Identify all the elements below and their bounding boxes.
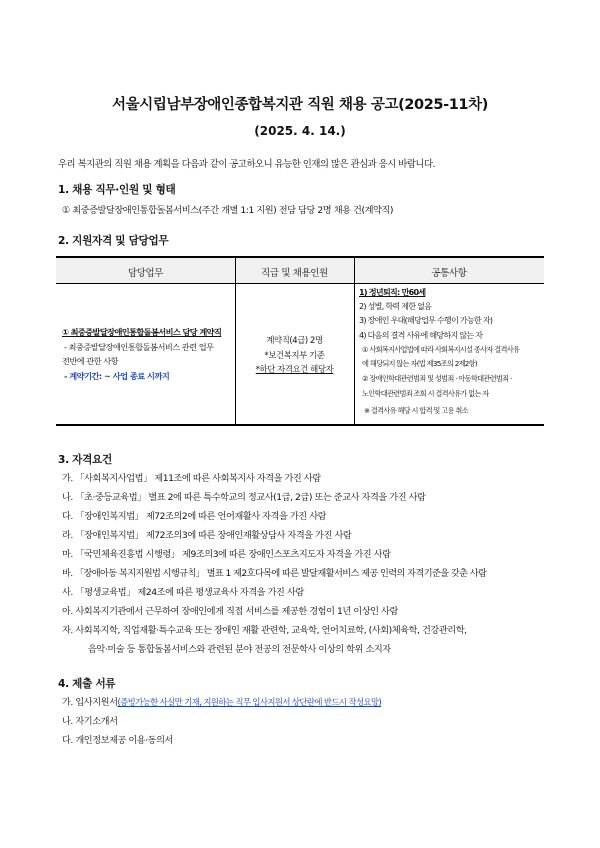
rank-qualification-note: *하단 자격요건 해당자 bbox=[255, 364, 334, 374]
document-item-application-label: 가. 입사지원서 bbox=[62, 697, 118, 708]
table-col-divider-2 bbox=[354, 256, 355, 426]
qualification-item-continued: 음악·미술 등 통합돌봄서비스와 관련된 분야 전공의 전문학사 이상의 학위 소지자 bbox=[88, 644, 391, 655]
duty-desc-line-2: 전반에 관한 사항 bbox=[62, 356, 119, 366]
table-header-rank: 직급 및 채용인원 bbox=[261, 268, 328, 279]
common-disq-1b: 에 해당되지 않는 자(법 제35조의 2제2항) bbox=[362, 359, 478, 368]
common-no-restriction: 2) 성별, 학력 제한 없음 bbox=[359, 302, 432, 311]
section-1-heading: 1. 채용 직무·인원 및 형태 bbox=[58, 184, 176, 196]
table-header-duty: 담당업무 bbox=[127, 268, 164, 279]
duty-title: ① 최중증발달장애인통합돌봄서비스 담당 계약직 bbox=[62, 327, 222, 337]
common-retirement: 1) 정년퇴직: 만60세 bbox=[359, 288, 426, 297]
qualification-item: 라. 「장애인복지법」 제72조의3에 따른 장애인재활상담사 자격을 가진 사람 bbox=[62, 530, 352, 541]
qualification-item: 나. 「초·중등교육법」 별표 2에 따른 특수학교의 정교사(1급, 2급) 또는 준교사 자격을 가진 사람 bbox=[62, 492, 426, 503]
table-header-border bbox=[56, 283, 544, 284]
document-item-application bbox=[62, 694, 381, 708]
common-disq-2a: ② 장애인학대관련범죄 및 성범죄 · 아동학대관련범죄 · bbox=[362, 374, 512, 383]
duty-desc-line-1: - 최중증발달장애인통합돌봄서비스 관련 업무 bbox=[64, 342, 214, 352]
qualification-item: 사. 「평생교육법」 제24조에 따른 평생교육사 자격을 가진 사람 bbox=[62, 587, 304, 598]
document-item-consent: 다. 개인정보제공 이용·동의서 bbox=[62, 735, 173, 746]
table-header-common: 공통사항 bbox=[431, 268, 467, 279]
qualification-item: 아. 사회복지기관에서 근무하여 장애인에게 직접 서비스를 제공한 경험이 1년 이상인 사람 bbox=[62, 606, 398, 617]
qualification-item: 마. 「국민체육진흥법 시행령」 제9조의3에 따른 장애인스포츠지도자 자격을 가진 사람 bbox=[62, 549, 391, 560]
table-bottom-border bbox=[56, 424, 544, 426]
page-title: 서울시립남부장애인종합복지관 직원 채용 공고(2025-11차) bbox=[112, 97, 488, 113]
document-item-cover-letter: 나. 자기소개서 bbox=[62, 716, 118, 727]
common-disq-2b: 노인학대관련범죄 조회 시 결격사유가 없는 자 bbox=[362, 389, 489, 398]
common-disability-preference: 3) 장애인 우대(해당업무 수행이 가능한 자) bbox=[359, 316, 493, 325]
announcement-date: (2025. 4. 14.) bbox=[254, 124, 346, 138]
rank-count: 계약직(4급) 2명 bbox=[266, 335, 323, 345]
common-disq-1a: ① 사회복지사업법에 따라 사회복지시설 종사자 결격사유 bbox=[362, 345, 520, 354]
section-1-item: ① 최중증발달장애인통합돌봄서비스(주간 개별 1:1 지원) 전담 담당 2명 채용 건(계약직) bbox=[62, 205, 393, 216]
common-disqualification: 4) 다음의 결격 사유에 해당하지 않는 자 bbox=[359, 331, 483, 340]
qualification-table bbox=[56, 256, 544, 426]
application-note: (증빙가능한 사실만 기재, 지원하는 직무 입사지원서 상단란에 반드시 작성요망) bbox=[117, 697, 382, 707]
common-cancel-note: ※ 결격사유 해당 시 합격 및 고용 취소 bbox=[364, 406, 468, 415]
qualification-item: 자. 사회복지학, 직업재활·특수교육 또는 장애인 재활 관련학, 교육학, 언어치료학, (사회)체육학, 건강관리학, bbox=[62, 625, 467, 636]
qualification-item: 바. 「장애아동 복지지원법 시행규칙」 별표 1 제2호다목에 따른 발달재활서비스 제공 인력의 자격기준을 갖춘 사람 bbox=[62, 568, 487, 579]
contract-period: - 계약기간: ~ 사업 종료 시까지 bbox=[64, 371, 170, 381]
qualification-item: 다. 「장애인복지법」 제72조의2에 따른 언어재활사 자격을 가진 사람 bbox=[62, 511, 327, 522]
intro-text: 우리 복지관의 직원 채용 계획을 다음과 같이 공고하오니 유능한 인재의 많은 관심과 응시 바랍니다. bbox=[58, 159, 435, 170]
rank-standard-note: *보건복지부 기준 bbox=[264, 350, 325, 360]
section-2-heading: 2. 지원자격 및 담당업무 bbox=[58, 235, 169, 247]
qualification-item: 가. 「사회복지사업법」 제11조에 따른 사회복지사 자격을 가진 사람 bbox=[62, 473, 321, 484]
table-top-border bbox=[56, 256, 544, 258]
section-3-heading: 3. 자격요건 bbox=[58, 454, 112, 466]
section-4-heading: 4. 제출 서류 bbox=[58, 678, 116, 690]
